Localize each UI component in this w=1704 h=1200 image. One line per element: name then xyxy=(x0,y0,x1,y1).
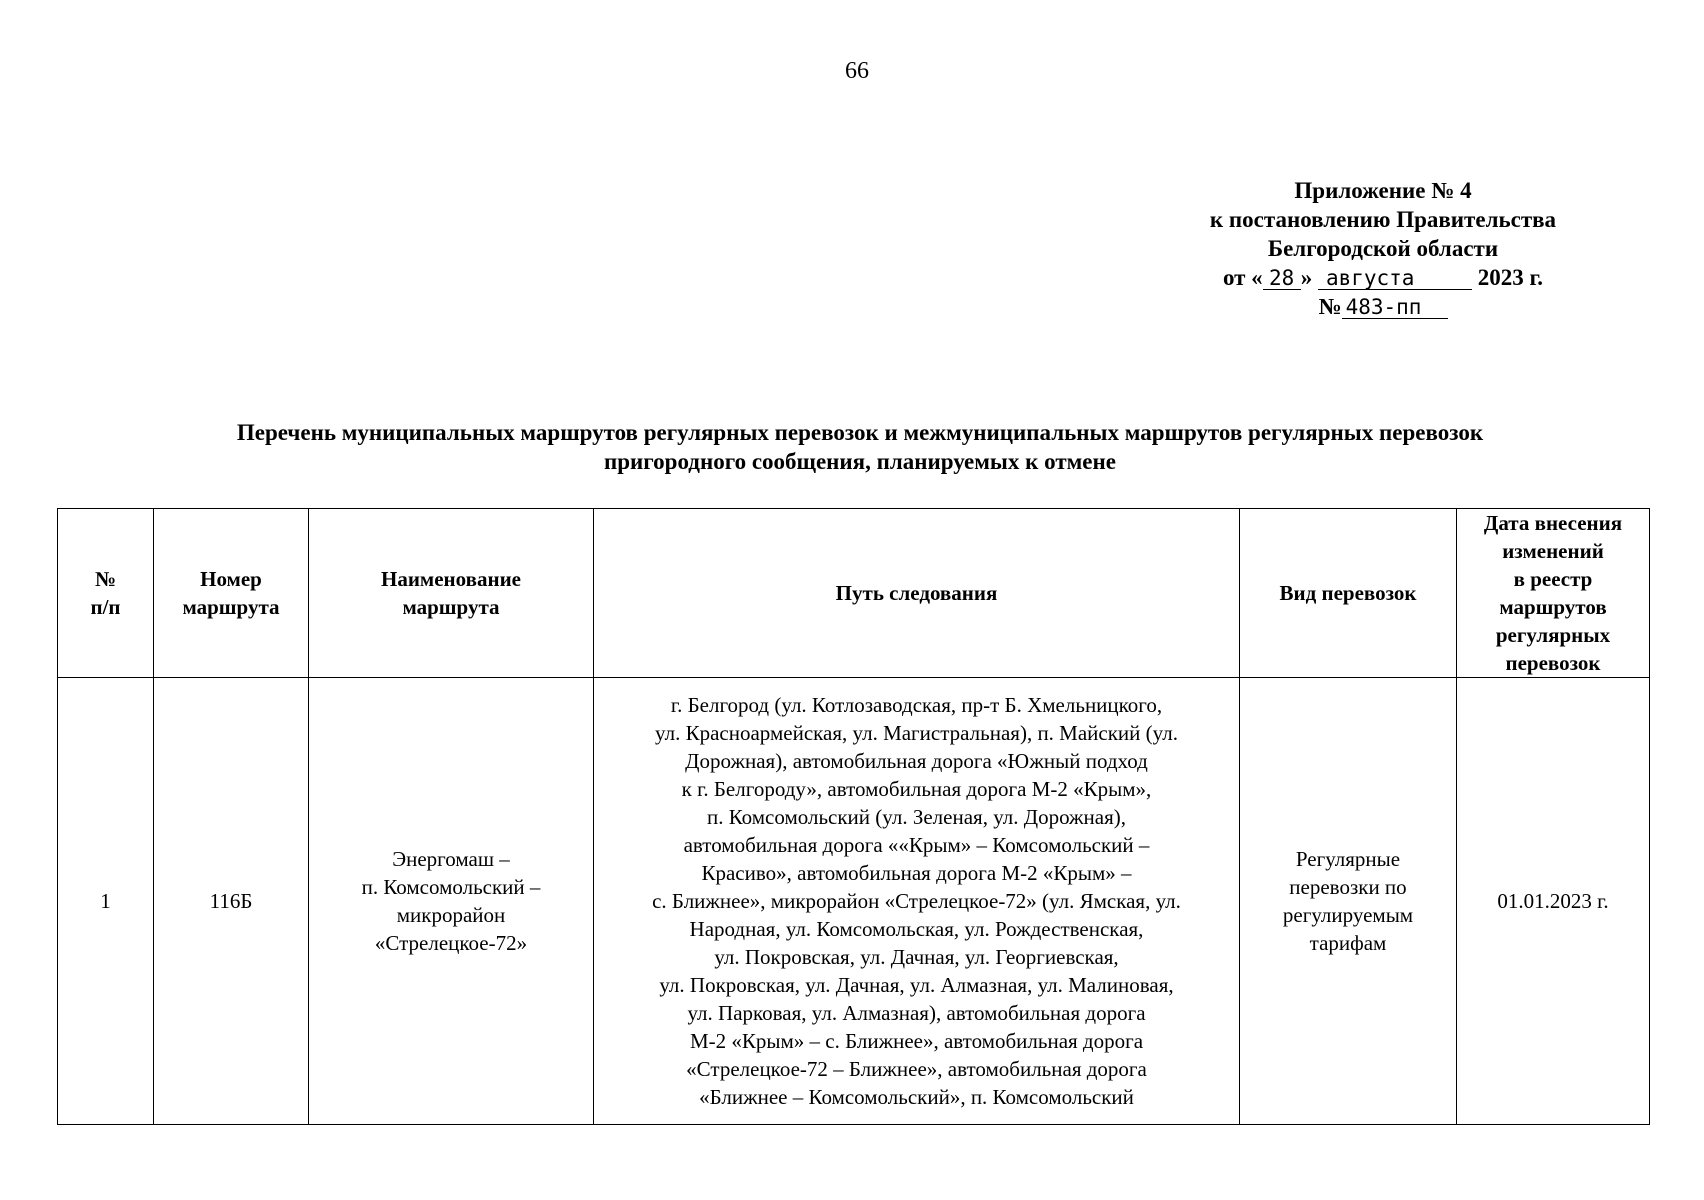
text-line: Путь следования xyxy=(835,581,998,605)
text-line: «Ближнее – Комсомольский», п. Комсомольский xyxy=(699,1085,1134,1109)
number-value: 483-пп xyxy=(1342,296,1448,319)
cell-route-number: 116Б xyxy=(154,678,309,1125)
text-line: регулируемым xyxy=(1282,903,1414,927)
header-path xyxy=(594,509,1240,678)
title-line-1: Перечень муниципальных маршрутов регулярных перевозок и межмуниципальных маршрутов регулярных перевозок xyxy=(236,420,1484,445)
page-number: 66 xyxy=(845,58,869,84)
appendix-number xyxy=(1168,292,1598,321)
date-month: августа xyxy=(1318,267,1472,290)
document-title xyxy=(60,418,1660,476)
cell-num: 1 xyxy=(58,678,154,1125)
text-line: г. Белгород (ул. Котлозаводская, пр-т Б. Хмельницкого, xyxy=(670,693,1163,717)
date-day: 28 xyxy=(1263,267,1301,290)
title-line-2: пригородного сообщения, планируемых к отмене xyxy=(604,449,1116,474)
text-line: к г. Белгороду», автомобильная дорога М-2 «Крым», xyxy=(681,777,1152,801)
text-line: Энергомаш – xyxy=(392,847,510,871)
text-line: Дорожная), автомобильная дорога «Южный подход xyxy=(685,749,1148,773)
cell-transport-type xyxy=(1240,678,1457,1125)
header-transport-type xyxy=(1240,509,1457,678)
text-line: с. Ближнее», микрорайон «Стрелецкое-72» (ул. Ямская, ул. xyxy=(652,889,1181,913)
text-line: маршрутов xyxy=(1499,595,1607,619)
appendix-line-2: к постановлению Правительства xyxy=(1209,207,1557,232)
appendix-header xyxy=(1168,176,1598,321)
text-line: «Стрелецкое-72» xyxy=(374,931,528,955)
text-line: в реестр xyxy=(1513,567,1593,591)
table-header-row xyxy=(58,509,1650,678)
text-line: Красиво», автомобильная дорога М-2 «Крым» – xyxy=(701,861,1132,885)
cell-path xyxy=(594,678,1240,1125)
text-line: маршрута xyxy=(402,595,500,619)
text-line: изменений xyxy=(1502,539,1604,563)
text-line: регулярных xyxy=(1495,623,1611,647)
text-line: п. Комсомольский (ул. Зеленая, ул. Дорожная), xyxy=(706,805,1127,829)
text-line: перевозок xyxy=(1505,651,1601,675)
number-prefix: № xyxy=(1318,294,1342,319)
text-line: маршрута xyxy=(182,595,280,619)
text-line: Народная, ул. Комсомольская, ул. Рождественская, xyxy=(689,917,1144,941)
date-prefix: от « xyxy=(1222,265,1263,290)
text-line: ул. Покровская, ул. Дачная, ул. Алмазная, ул. Малиновая, xyxy=(659,973,1174,997)
cell-change-date: 01.01.2023 г. xyxy=(1457,678,1650,1125)
table-row xyxy=(58,678,1650,1125)
text-line: Вид перевозок xyxy=(1279,581,1417,605)
header-num xyxy=(58,509,154,678)
text-line: микрорайон xyxy=(396,903,506,927)
text-line: ул. Красноармейская, ул. Магистральная), п. Майский (ул. xyxy=(655,721,1178,745)
header-route-name xyxy=(309,509,594,678)
text-line: ул. Покровская, ул. Дачная, ул. Георгиевская, xyxy=(714,945,1119,969)
text-line: № xyxy=(94,567,117,591)
text-line: автомобильная дорога ««Крым» – Комсомольский – xyxy=(683,833,1150,857)
text-line: «Стрелецкое-72 – Ближнее», автомобильная дорога xyxy=(686,1057,1147,1081)
appendix-line-3: Белгородской области xyxy=(1267,236,1499,261)
appendix-date xyxy=(1168,263,1598,292)
text-line: п. Комсомольский – xyxy=(361,875,541,899)
routes-table xyxy=(57,508,1650,1125)
header-route-number xyxy=(154,509,309,678)
cell-route-name xyxy=(309,678,594,1125)
appendix-line-1: Приложение № 4 xyxy=(1294,178,1472,203)
text-line: Дата внесения xyxy=(1483,511,1623,535)
text-line: Регулярные xyxy=(1295,847,1401,871)
text-line: тарифам xyxy=(1309,931,1387,955)
date-mid: » xyxy=(1300,265,1313,290)
text-line: М-2 «Крым» – с. Ближнее», автомобильная дорога xyxy=(689,1029,1144,1053)
text-line: Наименование xyxy=(381,567,521,591)
date-year: 2023 г. xyxy=(1477,265,1544,290)
text-line: ул. Парковая, ул. Алмазная), автомобильная дорога xyxy=(687,1001,1146,1025)
text-line: перевозки по xyxy=(1289,875,1407,899)
text-line: Номер xyxy=(200,567,262,591)
header-change-date xyxy=(1457,509,1650,678)
text-line: п/п xyxy=(90,595,121,619)
